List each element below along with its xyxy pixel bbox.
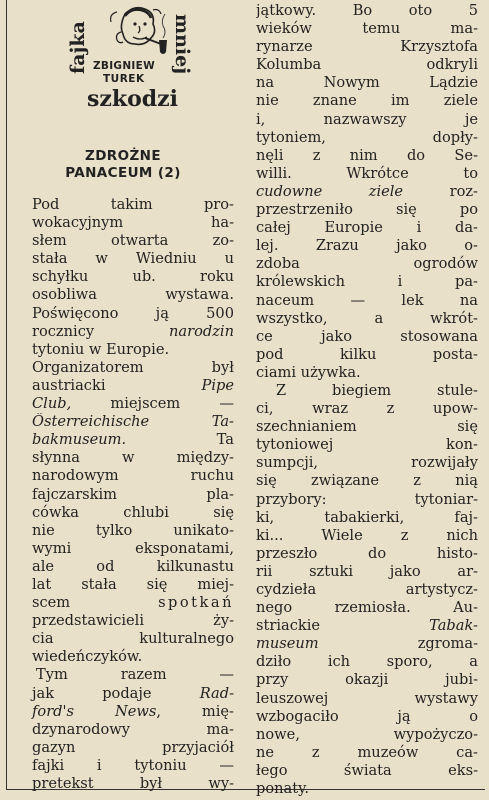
text-line: ci, wraz z upow-: [256, 400, 478, 418]
header-word-bottom: szkodzi: [87, 86, 179, 112]
text-line: pretekst był wy-: [32, 775, 234, 792]
text-column-left: [12, 196, 234, 793]
text-line: królewskich i pa-: [256, 273, 478, 291]
text-line: całej Europie i da-: [256, 219, 478, 237]
text-line: słynna w między-: [32, 449, 234, 467]
text-line: pod kilku posta-: [256, 345, 478, 363]
text-line: Tym razem —: [36, 666, 234, 684]
text-line: jak podaje Rad-: [32, 684, 234, 702]
article-title-line1: ZDROŻNE: [85, 148, 161, 164]
text-line: ponaty.: [256, 780, 310, 798]
article-title: [12, 148, 234, 182]
text-line: nie tylko unikato-: [32, 521, 234, 539]
text-line: narodowym ruchu: [32, 467, 234, 485]
text-line: cudowne ziele roz-: [256, 182, 478, 200]
text-line: tytoniu w Europie.: [32, 340, 170, 358]
text-line: nęli z nim do Se-: [256, 146, 478, 164]
text-line: przybory: tytoniar-: [256, 490, 478, 508]
text-line: stała w Wiedniu u: [32, 250, 234, 268]
text-line: przeszło do histo-: [256, 544, 478, 562]
text-line: leuszowej wystawy: [256, 689, 478, 707]
text-line: schyłku ub. roku: [32, 268, 234, 286]
text-line: wymi eksponatami,: [32, 539, 234, 557]
text-line: striackie Tabak-: [256, 617, 478, 635]
text-line: zdoba ogrodów: [256, 255, 478, 273]
text-line: willi. Wkrótce to: [256, 164, 478, 182]
text-line: rii sztuki jako ar-: [256, 562, 478, 580]
text-line: ki, tabakierki, faj-: [256, 508, 478, 526]
text-line: tytoniem, dopły-: [256, 128, 478, 146]
text-line: wiedeńczyków.: [32, 648, 143, 666]
text-line: rynarze Krzysztofa: [256, 38, 478, 56]
text-line: fajki i tytoniu —: [32, 756, 234, 774]
text-line: dziło ich sporo, a: [256, 653, 478, 671]
article-title-line2: PANACEUM (2): [65, 165, 181, 181]
text-line: jątkowy. Bo oto 5: [256, 2, 478, 19]
text-line: Kolumba odkryli: [256, 56, 478, 74]
text-line: ciami używka.: [256, 363, 361, 381]
text-line: i, nazwawszy je: [256, 110, 478, 128]
text-line: nowe, wypożyczo-: [256, 725, 478, 743]
text-line: museum zgroma-: [256, 635, 478, 653]
text-line: cia kulturalnego: [32, 630, 234, 648]
text-line: bakmuseum. Ta: [32, 431, 234, 449]
text-line: gazyn przyjaciół: [32, 738, 234, 756]
text-line: szechnianiem się: [256, 418, 478, 436]
text-line: sumpcji, rozwijały: [256, 454, 478, 472]
text-line: naceum — lek na: [256, 291, 478, 309]
text-line: nego rzemiosła. Au-: [256, 599, 478, 617]
header-word-right: mniej: [171, 14, 193, 75]
text-line: ce jako stosowana: [256, 327, 478, 345]
text-line: Poświęcono ją 500: [32, 304, 234, 322]
text-line: fajczarskim pla-: [32, 485, 234, 503]
text-line: lat stała się miej-: [32, 575, 234, 593]
text-line: dzynarodowy ma-: [32, 720, 234, 738]
text-line: tytoniowej kon-: [256, 436, 478, 454]
text-line: scem spotkań: [32, 594, 234, 612]
text-line: Organizatorem był: [32, 358, 234, 376]
text-line: Pod takim pro-: [32, 196, 234, 213]
text-line: rocznicy narodzin: [32, 322, 234, 340]
text-line: przy okazji jubi-: [256, 671, 478, 689]
text-line: ford's News, mię-: [32, 702, 234, 720]
author-last-name: TUREK: [103, 73, 145, 85]
text-line: ki... Wiele z nich: [256, 526, 478, 544]
text-line: Österreichische Ta-: [32, 413, 234, 431]
text-line: wzbogaciło ją o: [256, 707, 478, 725]
text-line: słem otwarta zo-: [32, 232, 234, 250]
text-line: na Nowym Lądzie: [256, 74, 478, 92]
text-line: austriacki Pipe: [32, 376, 234, 394]
text-line: się związane z nią: [256, 472, 478, 490]
text-line: ne z muzeów ca-: [256, 743, 478, 761]
text-line: wieków temu ma-: [256, 20, 478, 38]
text-line: Club, miejscem —: [32, 395, 234, 413]
pipe-smoker-icon: [95, 4, 175, 60]
column-logo: [65, 2, 200, 112]
text-line: łego świata eks-: [256, 761, 478, 779]
header-word-left: fajka: [67, 21, 89, 74]
text-line: przedstawicieli ży-: [32, 612, 234, 630]
text-line: ale od kilkunastu: [32, 557, 234, 575]
text-column-right: [256, 2, 478, 798]
text-line: cydzieła artystycz-: [256, 581, 478, 598]
text-line: Z biegiem stule-: [276, 381, 478, 399]
text-line: cówka chlubi się: [32, 503, 234, 521]
text-line: wszystko, a wkrót-: [256, 309, 478, 327]
text-line: lej. Zrazu jako o-: [256, 237, 478, 255]
text-line: wokacyjnym ha-: [32, 214, 234, 232]
text-line: nie znane im ziele: [256, 92, 478, 110]
author-first-name: ZBIGNIEW: [93, 60, 155, 72]
text-line: osobliwa wystawa.: [32, 286, 234, 304]
text-line: przestrzeniło się po: [256, 201, 478, 219]
